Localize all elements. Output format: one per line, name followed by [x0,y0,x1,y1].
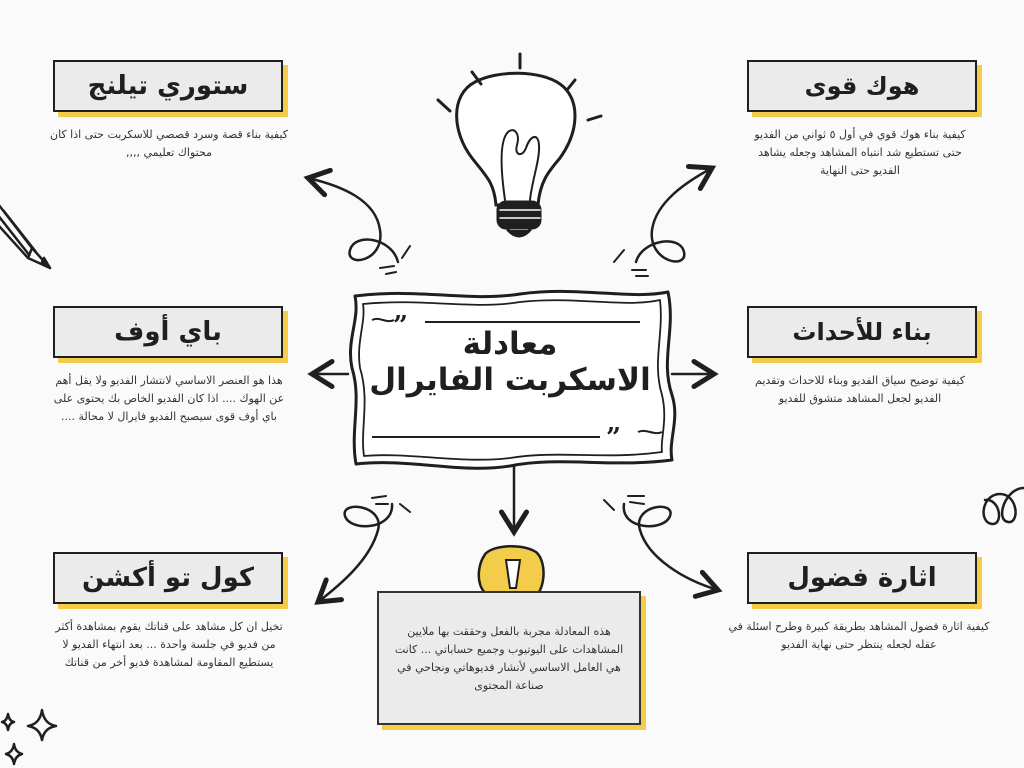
node-cta-title: كول تو أكشن [53,552,283,604]
node-storytelling-title: ستوري تيلنج [53,60,283,112]
lightbulb-icon [438,54,601,236]
node-curiosity-desc: كيفية اثارة فضول المشاهد بطريقة كبيرة وطرح اسئلة في عقله لجعله ينتظر حتى نهاية الفديو [728,620,990,651]
node-curiosity-title: اثارة فضول [747,552,977,604]
loop-doodle-icon [984,488,1024,524]
node-events-title: بناء للأحداث [747,306,977,358]
node-hook-title: هوك قوى [747,60,977,112]
svg-text:”: ” [393,311,408,341]
node-cta-desc: تخيل ان كل مشاهد على قناتك يقوم بمشاهدة أكثر من فديو في جلسة واحدة ... بعد انتهاء الفديو لا يستطيع المقاومة لمشاهدة فديو أخر من قناتك [55,620,283,669]
center-title-line2: الاسكربت الفايرال [369,362,651,398]
center-title-line1: معادلة [462,326,558,362]
node-payoff-title: باي أوف [53,306,283,358]
node-payoff-desc: هذا هو العنصر الاساسي لانتشار الفديو ولا يقل أهم عن الهوك .... اذا كان الفديو الخاص بك يحتوى على باي أوف قوى سيصبح الفديو فايرال لا محالة .... [53,374,285,423]
sparkle-icon [2,710,56,764]
note-box [377,591,641,725]
node-hook-desc: كيفية بناء هوك قوي في أول ٥ ثواني من الفديو حتى تستطيع شد انتباه المشاهد وجعله يشاهد الفديو حتى النهاية [754,128,966,177]
center-title [350,326,670,398]
pencil-icon [0,200,50,268]
node-storytelling-desc: كيفية بناء قصة وسرد قصصي للاسكربت حتى اذا كان محتواك تعليمي ,,,, [49,128,288,159]
svg-text:”: ” [606,423,621,453]
note-text: هذه المعادلة مجربة بالفعل وحققت بها ملايين المشاهدات على اليوتيوب وجميع حساباتي ... كانت هي العامل الاساسي لأنشار فديوهاتي ونجاحي في صناعة المجتوى [394,625,624,692]
node-events-desc: كيفية توضيح سياق الفديو وبناء للاحداث وتقديم الفديو لجعل المشاهد متشوق للفديو [755,374,965,405]
